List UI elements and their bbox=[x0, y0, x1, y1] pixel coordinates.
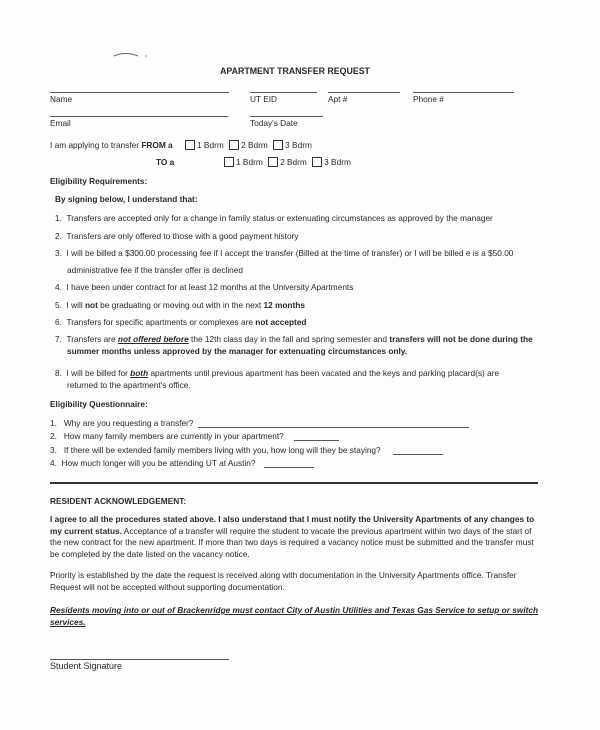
option-label: 2 Bdrm bbox=[280, 157, 307, 167]
name-line[interactable] bbox=[50, 92, 229, 93]
list-item: 3. I will be billed a $300.00 processing fee if I accept the transfer (Billed at the time of transfer) or I will be billed e is a $50.00 bbox=[55, 248, 514, 258]
name-label: Name bbox=[50, 94, 73, 104]
list-item: 4. I have been under contract for at least 12 months at the University Apartments bbox=[55, 282, 354, 292]
list-item-continued: summer months unless approved by the manager for extenuating circumstances only. bbox=[67, 346, 408, 356]
signature-line[interactable] bbox=[50, 659, 229, 660]
answer-line-1[interactable] bbox=[198, 427, 469, 428]
email-label: Email bbox=[50, 118, 71, 128]
question: 3. If there will be extended family members living with you, how long will they be staying? bbox=[50, 445, 381, 455]
ut-eid-line[interactable] bbox=[250, 92, 317, 93]
ut-eid-label: UT EID bbox=[250, 94, 278, 104]
list-item: 7. Transfers are not offered before the 12th class day in the fall and spring semester and transfers will not be done during the bbox=[55, 334, 533, 344]
phone-label: Phone # bbox=[413, 94, 444, 104]
logo-mark bbox=[112, 50, 152, 60]
list-item-continued: returned to the apartment's office. bbox=[67, 380, 191, 390]
questionnaire-heading: Eligibility Questionnaire: bbox=[50, 399, 148, 409]
to-1bdrm-checkbox[interactable] bbox=[224, 157, 234, 167]
to-options bbox=[221, 157, 351, 167]
list-item: 8. I will be billed for both apartments until previous apartment has been vacated and the keys and parking placard(s) are bbox=[55, 368, 500, 378]
utilities-notice: Residents moving into or out of Brackenridge must contact City of Austin Utilities and Texas Gas Service to setup or switch services. bbox=[50, 605, 539, 627]
from-options bbox=[182, 140, 312, 150]
option-label: 3 Bdrm bbox=[285, 140, 312, 150]
signature-label: Student Signature bbox=[50, 661, 123, 671]
answer-line-3[interactable] bbox=[393, 454, 443, 455]
from-row bbox=[50, 140, 173, 150]
from-3bdrm-checkbox[interactable] bbox=[273, 140, 283, 150]
option-label: 2 Bdrm bbox=[241, 140, 268, 150]
question: 1. Why are you requesting a transfer? bbox=[50, 418, 194, 428]
from-bold: FROM a bbox=[141, 140, 173, 150]
list-item-continued: administrative fee if the transfer offer is declined bbox=[67, 265, 244, 275]
acknowledgement-heading: RESIDENT ACKNOWLEDGEMENT: bbox=[50, 496, 187, 506]
priority-paragraph: Priority is established by the date the request is received along with documentation in the University Apartments office. Transfer Request will not be accepted without supporting documentation. bbox=[50, 570, 517, 592]
email-line[interactable] bbox=[50, 116, 228, 117]
acknowledgement-paragraph: I agree to all the procedures stated above. I also understand that I must notify the University Apartments of any changes to my current status. Acceptance of a transfer will require the student to vacate the previous apartment within two days of the start of the new contract for the new apartment. If more than two days is required a vacancy notice must be submitted and the transfer must be completed by the date listed on the vacancy notice. bbox=[50, 514, 535, 559]
from-2bdrm-checkbox[interactable] bbox=[229, 140, 239, 150]
option-label: 1 Bdrm bbox=[236, 157, 263, 167]
from-1bdrm-checkbox[interactable] bbox=[185, 140, 195, 150]
form-title: APARTMENT TRANSFER REQUEST bbox=[220, 66, 370, 76]
phone-line[interactable] bbox=[413, 92, 514, 93]
date-label: Today's Date bbox=[250, 118, 298, 128]
option-label: 3 Bdrm bbox=[324, 157, 351, 167]
to-label: TO a bbox=[156, 157, 175, 167]
to-2bdrm-checkbox[interactable] bbox=[268, 157, 278, 167]
from-label: I am applying to transfer bbox=[50, 140, 140, 150]
apt-line[interactable] bbox=[328, 92, 400, 93]
to-3bdrm-checkbox[interactable] bbox=[312, 157, 322, 167]
option-label: 1 Bdrm bbox=[197, 140, 224, 150]
question: 4. How much longer will you be attending UT at Austin? bbox=[50, 458, 256, 468]
list-item: 6. Transfers for specific apartments or complexes are not accepted bbox=[55, 317, 307, 327]
date-line[interactable] bbox=[250, 116, 323, 117]
answer-line-2[interactable] bbox=[294, 440, 339, 441]
eligibility-heading: Eligibility Requirements: bbox=[50, 176, 148, 186]
answer-line-4[interactable] bbox=[264, 467, 314, 468]
list-item: 1. Transfers are accepted only for a change in family status or extenuating circumstances as approved by the manager bbox=[55, 213, 493, 223]
eligibility-intro: By signing below, I understand that: bbox=[55, 194, 198, 204]
list-item: 2. Transfers are only offered to those with a good payment history bbox=[55, 231, 299, 241]
section-divider bbox=[50, 482, 538, 484]
question: 2. How many family members are currently in your apartment? bbox=[50, 431, 284, 441]
apt-label: Apt # bbox=[328, 94, 348, 104]
list-item: 5. I will not be graduating or moving out with in the next 12 months bbox=[55, 300, 305, 310]
